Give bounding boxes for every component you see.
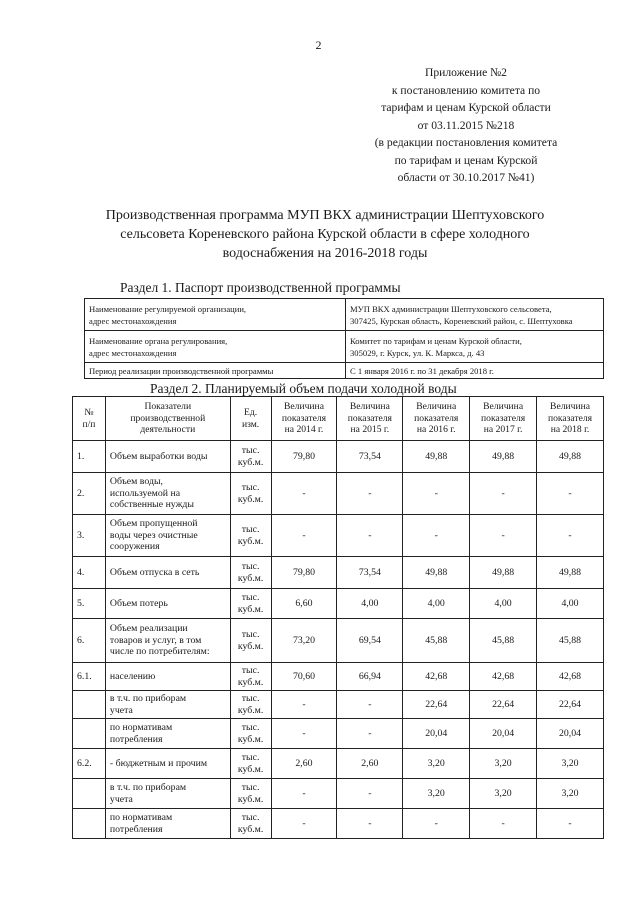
row-indicator: [105, 779, 230, 809]
row-num: 2.: [73, 473, 106, 515]
indicator-line: числе по потребителям:: [109, 646, 210, 658]
value-cell: 45,88: [537, 619, 604, 663]
unit-line: тыс.: [241, 812, 260, 823]
header-unit: [230, 397, 271, 441]
value-cell: 4,00: [537, 589, 604, 619]
header-line: Величина: [483, 401, 524, 413]
passport-value: [346, 363, 604, 379]
row-unit: [230, 619, 271, 663]
unit-line: куб.м.: [237, 676, 264, 688]
unit-line: тыс.: [241, 592, 260, 603]
passport-row: [85, 331, 604, 363]
table-header-row: [73, 397, 604, 441]
table-row: [73, 557, 604, 589]
header-line: №: [84, 407, 94, 418]
value-cell: 3,20: [403, 779, 470, 809]
table-row: [73, 719, 604, 749]
value-cell: -: [271, 473, 337, 515]
section2-heading: Раздел 2. Планируемый объем подачи холодной воды: [150, 381, 457, 396]
value-cell: 20,04: [537, 719, 604, 749]
value-cell: -: [271, 779, 337, 809]
unit-line: куб.м.: [237, 763, 264, 775]
indicator-line: населению: [109, 670, 156, 682]
appendix-line: по тарифам и ценам Курской: [394, 153, 538, 167]
indicator-line: Объем реализации: [109, 623, 188, 635]
indicator-line: Объем воды,: [109, 476, 163, 488]
label-line: Наименование органа регулирования,: [89, 335, 228, 346]
indicator-line: по нормативам: [109, 812, 173, 823]
value-cell: 49,88: [470, 441, 537, 473]
value-cell: 4,00: [337, 589, 403, 619]
value-cell: 6,60: [271, 589, 337, 619]
unit-line: куб.м.: [237, 535, 264, 547]
title-line: сельсовета Кореневского района Курской области в сфере холодного: [120, 227, 530, 242]
value-cell: -: [337, 691, 403, 719]
value-cell: -: [403, 809, 470, 839]
row-indicator: [105, 441, 230, 473]
header-line: показателя: [347, 412, 392, 424]
header-year: [337, 397, 403, 441]
row-unit: [230, 589, 271, 619]
row-unit: [230, 557, 271, 589]
indicator-line: потребления: [109, 823, 163, 835]
table-row: [73, 441, 604, 473]
header-line: Величина: [416, 401, 457, 413]
value-cell: 79,80: [271, 441, 337, 473]
value-cell: 3,20: [537, 749, 604, 779]
row-unit: [230, 663, 271, 691]
value-cell: 70,60: [271, 663, 337, 691]
header-line: на 2014 г.: [284, 424, 324, 436]
row-num: 6.2.: [73, 749, 106, 779]
header-year: [403, 397, 470, 441]
unit-line: куб.м.: [237, 456, 264, 468]
passport-row: [85, 363, 604, 379]
value-cell: 20,04: [470, 719, 537, 749]
indicator-line: по нормативам: [109, 722, 173, 733]
indicator-line: собственные нужды: [109, 499, 194, 511]
value-cell: -: [271, 719, 337, 749]
value-cell: 3,20: [403, 749, 470, 779]
row-indicator: [105, 619, 230, 663]
header-line: п/п: [82, 418, 96, 430]
header-year: [470, 397, 537, 441]
value-cell: 73,20: [271, 619, 337, 663]
value-cell: 4,00: [470, 589, 537, 619]
indicator-line: товаров и услуг, в том: [109, 634, 202, 646]
indicator-line: Объем потерь: [109, 597, 168, 609]
value-cell: 49,88: [470, 557, 537, 589]
indicator-line: используемой на: [109, 487, 181, 499]
unit-line: куб.м.: [237, 603, 264, 615]
title-line: Производственная программа МУП ВКХ администрации Шептуховского: [105, 208, 545, 223]
appendix-line: области от 30.10.2017 №41): [397, 171, 535, 184]
unit-line: тыс.: [241, 445, 260, 456]
value-cell: -: [337, 473, 403, 515]
indicator-line: Объем отпуска в сеть: [109, 566, 200, 578]
value-cell: -: [537, 515, 604, 557]
unit-line: тыс.: [241, 561, 260, 572]
header-line: деятельности: [140, 424, 196, 436]
header-line: показателя: [281, 412, 327, 424]
unit-line: тыс.: [241, 629, 260, 640]
table-row: [73, 619, 604, 663]
table-row: [73, 515, 604, 557]
header-line: Величина: [550, 401, 590, 413]
row-indicator: [105, 663, 230, 691]
value-cell: 49,88: [537, 441, 604, 473]
passport-row: [85, 299, 604, 331]
unit-line: куб.м.: [237, 572, 264, 584]
document-title: [90, 206, 560, 263]
value-cell: 45,88: [403, 619, 470, 663]
header-line: на 2018 г.: [550, 424, 590, 436]
header-year: [271, 397, 337, 441]
row-unit: [230, 779, 271, 809]
unit-line: куб.м.: [237, 733, 264, 745]
row-indicator: [105, 691, 230, 719]
value-cell: -: [271, 515, 337, 557]
indicator-line: воды через очистные: [109, 529, 198, 541]
value-cell: 73,54: [337, 441, 403, 473]
value-cell: 2,60: [337, 749, 403, 779]
value-cell: 42,68: [403, 663, 470, 691]
value-cell: -: [337, 719, 403, 749]
header-line: на 2016 г.: [416, 424, 456, 436]
indicator-line: Объем выработки воды: [109, 450, 208, 462]
table-row: [73, 779, 604, 809]
unit-line: тыс.: [241, 524, 260, 535]
value-cell: 79,80: [271, 557, 337, 589]
row-indicator: [105, 809, 230, 839]
value-cell: 3,20: [537, 779, 604, 809]
value-cell: 22,64: [403, 691, 470, 719]
value-cell: 22,64: [470, 691, 537, 719]
title-line: водоснабжения на 2016-2018 годы: [222, 246, 428, 261]
row-unit: [230, 719, 271, 749]
unit-line: куб.м.: [237, 493, 264, 505]
row-indicator: [105, 589, 230, 619]
value-cell: 49,88: [403, 557, 470, 589]
table-row: [73, 749, 604, 779]
value-cell: -: [337, 515, 403, 557]
row-num: 6.1.: [73, 663, 106, 691]
appendix-line: Приложение №2: [425, 66, 507, 79]
row-num: 6.: [73, 619, 106, 663]
header-line: показателя: [547, 412, 593, 424]
label-line: адрес местонахождения: [89, 315, 177, 326]
unit-line: тыс.: [241, 665, 260, 676]
value-cell: 42,68: [537, 663, 604, 691]
water-volume-table: [72, 396, 604, 839]
row-unit: [230, 749, 271, 779]
table-row: [73, 809, 604, 839]
row-num: 4.: [73, 557, 106, 589]
indicator-line: в т.ч. по приборам: [109, 693, 187, 704]
unit-line: куб.м.: [237, 793, 264, 805]
value-cell: -: [537, 473, 604, 515]
value-line: МУП ВКХ администрации Шептуховского сельсовета,: [350, 303, 552, 314]
header-line: Показатели: [144, 401, 192, 413]
value-cell: -: [337, 809, 403, 839]
row-unit: [230, 441, 271, 473]
header-line: изм.: [241, 418, 260, 430]
unit-line: тыс.: [241, 752, 260, 763]
table-row: [73, 473, 604, 515]
row-num: 3.: [73, 515, 106, 557]
header-line: на 2017 г.: [483, 424, 523, 436]
passport-value: [346, 299, 604, 331]
header-line: показателя: [414, 412, 459, 424]
value-cell: 49,88: [403, 441, 470, 473]
value-cell: -: [403, 473, 470, 515]
passport-label: [85, 299, 346, 331]
value-cell: 20,04: [403, 719, 470, 749]
value-cell: 4,00: [403, 589, 470, 619]
row-indicator: [105, 719, 230, 749]
appendix-line: (в редакции постановления комитета: [374, 136, 558, 149]
value-cell: 69,54: [337, 619, 403, 663]
header-year: [537, 397, 604, 441]
table-row: [73, 589, 604, 619]
unit-line: куб.м.: [237, 640, 264, 652]
header-line: Величина: [349, 401, 390, 413]
value-cell: 3,20: [470, 749, 537, 779]
value-cell: -: [337, 779, 403, 809]
value-cell: 2,60: [271, 749, 337, 779]
row-num: [73, 719, 106, 749]
header-indicator: [105, 397, 230, 441]
unit-line: тыс.: [241, 693, 260, 704]
indicator-line: сооружения: [109, 541, 160, 553]
indicator-line: - бюджетным и прочим: [109, 757, 208, 769]
indicator-line: учета: [109, 704, 133, 716]
row-unit: [230, 809, 271, 839]
row-num: [73, 691, 106, 719]
value-cell: -: [470, 809, 537, 839]
row-indicator: [105, 515, 230, 557]
value-line: Комитет по тарифам и ценам Курской области,: [350, 335, 522, 346]
unit-line: тыс.: [241, 782, 260, 793]
unit-line: тыс.: [241, 482, 260, 493]
header-line: Ед.: [244, 407, 258, 418]
row-unit: [230, 515, 271, 557]
unit-line: куб.м.: [237, 704, 264, 716]
value-cell: 3,20: [470, 779, 537, 809]
value-cell: -: [271, 809, 337, 839]
table-row: [73, 663, 604, 691]
value-line: С 1 января 2016 г. по 31 декабря 2018 г.: [350, 365, 494, 376]
unit-line: тыс.: [241, 722, 260, 733]
passport-label: [85, 331, 346, 363]
indicator-line: Объем пропущенной: [109, 518, 198, 530]
value-cell: 66,94: [337, 663, 403, 691]
page-number: 2: [315, 38, 322, 52]
row-indicator: [105, 749, 230, 779]
value-cell: 22,64: [537, 691, 604, 719]
row-unit: [230, 473, 271, 515]
label-line: адрес местонахождения: [89, 347, 177, 358]
value-cell: -: [537, 809, 604, 839]
appendix-line: тарифам и ценам Курской области: [381, 101, 551, 114]
appendix-note: [340, 64, 592, 187]
value-cell: -: [470, 473, 537, 515]
appendix-line: к постановлению комитета по: [391, 83, 541, 97]
value-line: 305029, г. Курск, ул. К. Маркса, д. 43: [350, 347, 485, 358]
passport-value: [346, 331, 604, 363]
value-cell: 45,88: [470, 619, 537, 663]
indicator-line: потребления: [109, 733, 163, 745]
appendix-line: от 03.11.2015 №218: [417, 118, 515, 132]
value-cell: -: [403, 515, 470, 557]
value-cell: -: [470, 515, 537, 557]
header-num: [73, 397, 106, 441]
unit-line: куб.м.: [237, 823, 264, 835]
row-indicator: [105, 473, 230, 515]
table-row: [73, 691, 604, 719]
header-line: на 2015 г.: [350, 424, 390, 436]
row-num: 1.: [73, 441, 106, 473]
section1-heading: Раздел 1. Паспорт производственной программы: [120, 280, 401, 295]
label-line: Наименование регулируемой организации,: [89, 303, 247, 314]
value-cell: 73,54: [337, 557, 403, 589]
row-num: [73, 809, 106, 839]
header-line: производственной: [130, 412, 206, 424]
header-line: Величина: [284, 401, 324, 413]
passport-label: [85, 363, 346, 379]
row-num: 5.: [73, 589, 106, 619]
passport-table: [84, 298, 604, 379]
row-indicator: [105, 557, 230, 589]
row-num: [73, 779, 106, 809]
row-unit: [230, 691, 271, 719]
header-line: показателя: [481, 412, 526, 424]
indicator-line: учета: [109, 793, 133, 805]
value-line: 307425, Курская область, Кореневский район, с. Шептуховка: [350, 315, 573, 326]
value-cell: 42,68: [470, 663, 537, 691]
indicator-line: в т.ч. по приборам: [109, 782, 187, 793]
value-cell: 49,88: [537, 557, 604, 589]
value-cell: -: [271, 691, 337, 719]
label-line: Период реализации производственной программы: [89, 365, 274, 376]
